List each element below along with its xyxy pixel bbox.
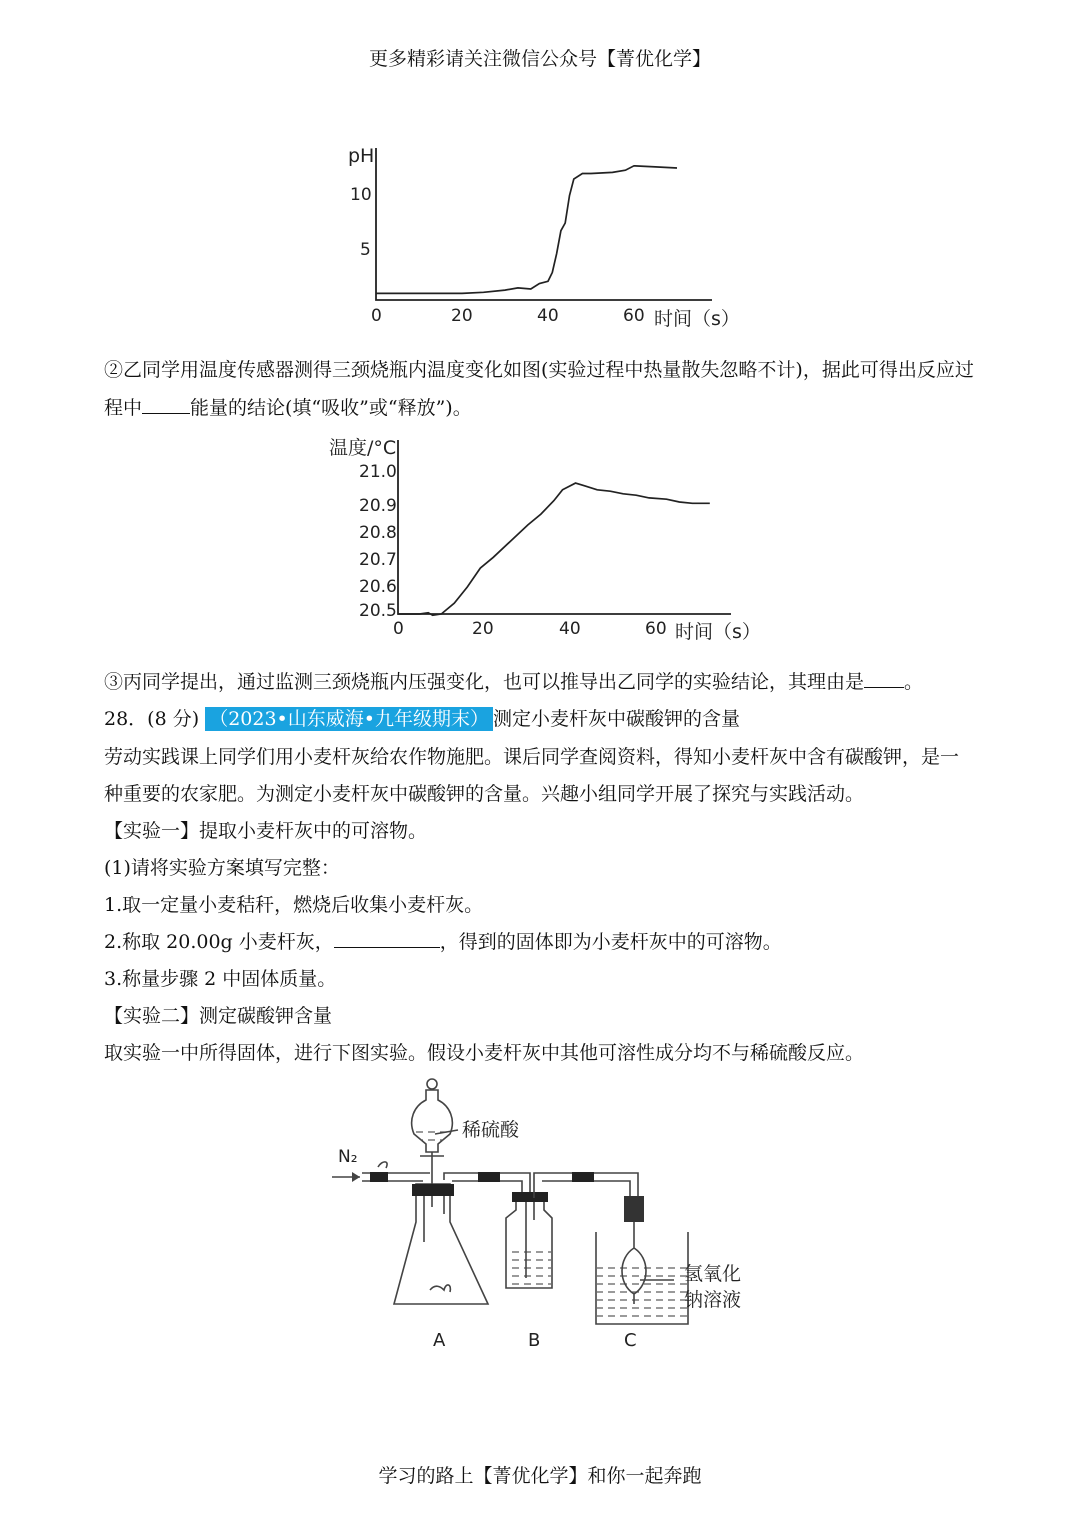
question-3-text-b: 。	[904, 671, 924, 693]
temperature-chart-ytick: 20.5	[359, 601, 397, 621]
question-title: 测定小麦杆灰中碳酸钾的含量	[492, 708, 740, 730]
arrow-head-icon	[352, 1172, 360, 1182]
ph-curve	[376, 166, 677, 294]
question-2-text-b: 能量的结论(填“吸收”或“释放”)。	[190, 397, 472, 419]
temperature-chart-xlabel: 时间（s）	[675, 621, 761, 643]
bottle-b-stopper	[512, 1192, 548, 1202]
rubber-connector	[572, 1172, 594, 1182]
step-3: 3.称量步骤 2 中固体质量。	[104, 968, 337, 990]
bulb-stopper	[624, 1196, 644, 1222]
question-28-heading	[104, 704, 740, 731]
funnel-stopper	[427, 1079, 437, 1089]
step-2	[104, 927, 782, 954]
naoh-liquid	[597, 1265, 687, 1323]
step-1: 1.取一定量小麦秸秆，燃烧后收集小麦杆灰。	[104, 894, 484, 916]
temperature-chart-ytick: 20.8	[359, 523, 397, 543]
temperature-chart-ytick: 20.7	[359, 550, 397, 570]
temperature-chart-ytick: 20.9	[359, 496, 397, 516]
step-2-text-b: ，得到的固体即为小麦杆灰中的可溶物。	[439, 931, 782, 953]
question-3-line	[104, 667, 923, 694]
rubber-connector	[370, 1172, 388, 1182]
experiment-2-heading: 【实验二】测定碳酸钾含量	[104, 1005, 333, 1027]
question-number: 28．(8 分)	[104, 708, 200, 730]
ph-chart-ylabel: pH	[348, 145, 375, 167]
temperature-chart	[325, 432, 765, 647]
ph-chart-ytick: 5	[360, 240, 371, 260]
question-2-text-a: 程中	[104, 397, 143, 419]
naoh-label-1: 氢氧化	[684, 1263, 742, 1285]
naoh-label-2: 钠溶液	[684, 1289, 742, 1311]
label-b: B	[528, 1330, 541, 1351]
temperature-chart-xtick: 20	[472, 619, 494, 639]
ph-chart-axes	[376, 148, 712, 300]
source-tag[interactable]: （2023•山东威海•九年级期末）	[205, 707, 493, 731]
acid-liquid	[412, 1128, 452, 1144]
sub-question-1: (1)请将实验方案填写完整：	[104, 857, 340, 879]
clamp-icon	[378, 1162, 387, 1168]
temperature-chart-xtick: 0	[393, 619, 404, 639]
ph-chart-xtick: 20	[451, 306, 473, 326]
flask-a-tubes	[424, 1196, 444, 1242]
temperature-chart-axes	[398, 440, 731, 614]
ph-chart-xtick: 0	[371, 306, 382, 326]
question-2-line-1: ②乙同学用温度传感器测得三颈烧瓶内温度变化如图(实验过程中热量散失忽略不计)，据此可得出反应过	[104, 359, 974, 381]
ph-chart-xtick: 40	[537, 306, 559, 326]
acid-label: 稀硫酸	[462, 1119, 520, 1141]
ph-chart-ytick: 10	[350, 185, 372, 205]
temperature-chart-ytick: 21.0	[359, 462, 397, 482]
flask-a	[394, 1184, 488, 1304]
flask-a-stopper	[412, 1184, 454, 1196]
answer-blank[interactable]	[334, 928, 440, 948]
temperature-chart-ytick: 20.6	[359, 577, 397, 597]
paragraph-line: 种重要的农家肥。为测定小麦杆灰中碳酸钾的含量。兴趣小组同学开展了探究与实践活动。	[104, 783, 865, 805]
paragraph-line: 取实验一中所得固体，进行下图实验。假设小麦杆灰中其他可溶性成分均不与稀硫酸反应。	[104, 1042, 865, 1064]
question-3-text-a: ③丙同学提出，通过监测三颈烧瓶内压强变化，也可以推导出乙同学的实验结论，其理由是	[104, 671, 865, 693]
temperature-chart-ylabel: 温度/°C	[329, 437, 397, 459]
ph-chart-xlabel: 时间（s）	[654, 308, 740, 330]
rubber-connector	[478, 1172, 500, 1182]
ph-chart	[340, 138, 760, 338]
temperature-curve	[398, 483, 710, 615]
temperature-chart-xtick: 60	[645, 619, 667, 639]
label-c: C	[624, 1330, 637, 1351]
bottle-b-liquid	[507, 1247, 551, 1287]
paragraph-line: 劳动实践课上同学们用小麦杆灰给农作物施肥。课后同学查阅资料，得知小麦杆灰中含有碳酸钾，是一	[104, 746, 960, 768]
page-footer: 学习的路上【菁优化学】和你一起奔跑	[378, 1465, 702, 1487]
page-header: 更多精彩请关注微信公众号【菁优化学】	[368, 48, 711, 70]
label-a: A	[433, 1330, 446, 1351]
temperature-chart-xtick: 40	[559, 619, 581, 639]
answer-blank[interactable]	[142, 394, 190, 414]
step-2-text-a: 2.称取 20.00g 小麦杆灰，	[104, 931, 334, 953]
ph-chart-xtick: 60	[623, 306, 645, 326]
question-2-line-2	[104, 393, 472, 420]
answer-blank[interactable]	[864, 668, 904, 688]
apparatus-diagram	[320, 1072, 780, 1357]
nitrogen-label: N₂	[338, 1147, 358, 1167]
experiment-1-heading: 【实验一】提取小麦杆灰中的可溶物。	[104, 820, 428, 842]
sample-solid	[430, 1285, 450, 1292]
